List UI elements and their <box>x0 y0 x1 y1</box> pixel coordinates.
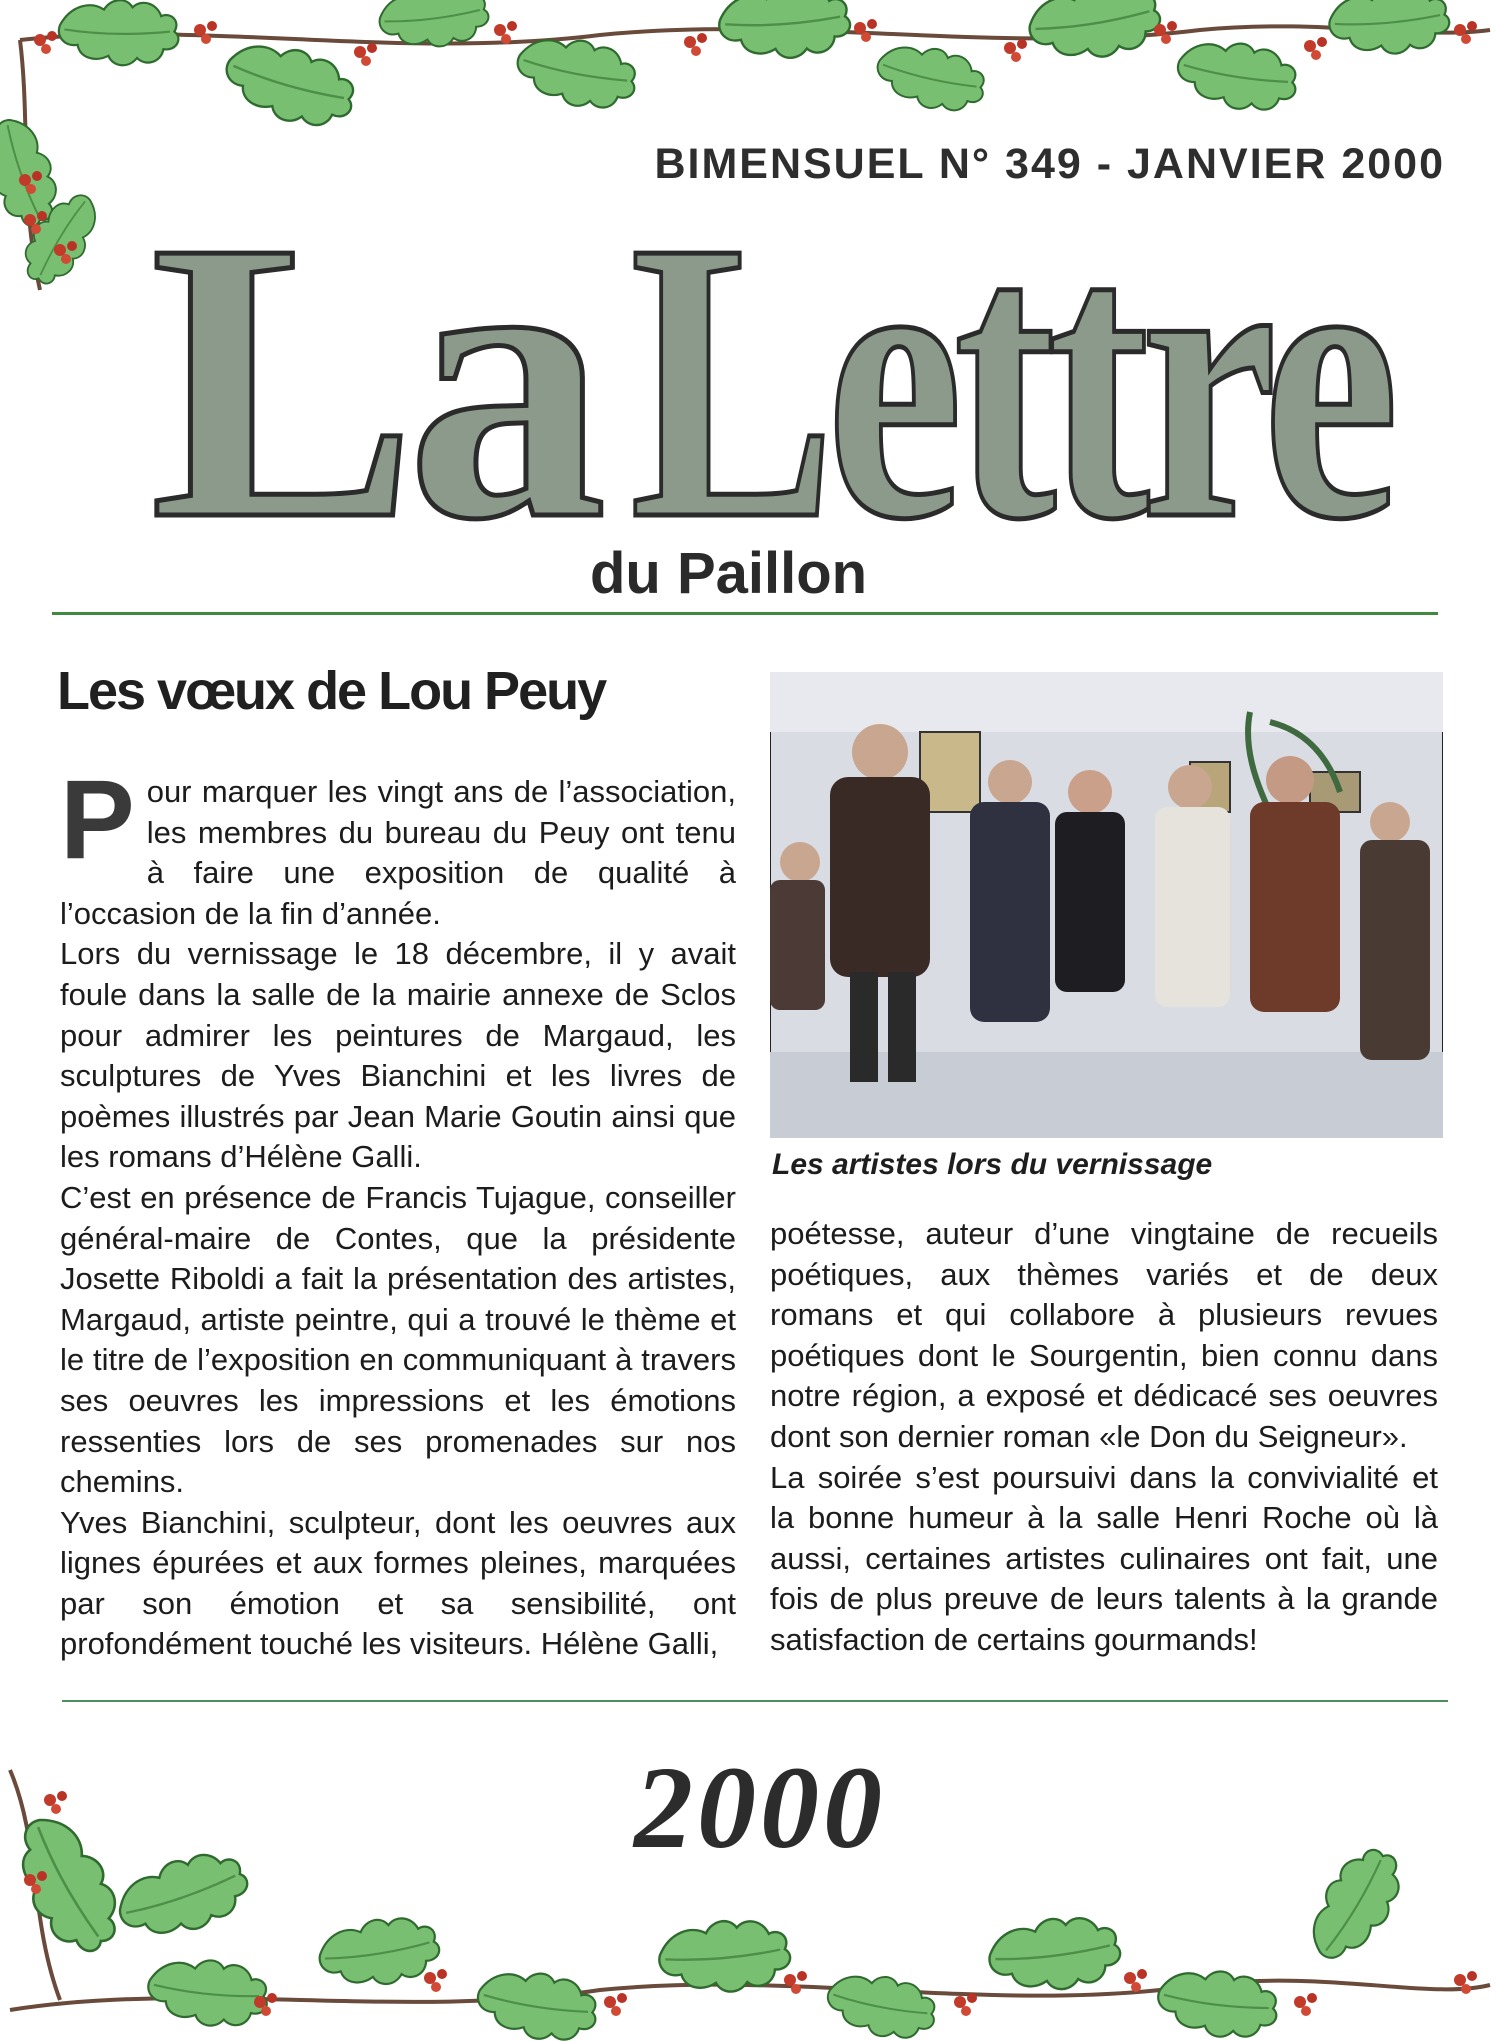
article-paragraph-1: Pour marquer les vingt ans de l’association, les membres du bureau du Peuy ont tenu à faire une exposition de qualité à l’occasion de la fin d’année. <box>60 757 736 931</box>
masthead-title <box>150 170 1400 590</box>
article-column-right <box>770 1214 1438 1661</box>
article-paragraph-4: Yves Bianchini, sculpteur, dont les oeuvres aux lignes épurées et aux formes pleines, marquées par son émotion et sa sensibilité, ont profondément touché les visiteurs. Hélène Galli, <box>60 1504 736 1662</box>
article-paragraph-6: La soirée s’est poursuivi dans la convivialité et la bonne humeur à la salle Henri Roche où là aussi, certaines artistes culinaires ont fait, une fois de plus preuve de leurs talents à la grande satisfaction de certains gourmands! <box>770 1459 1438 1657</box>
article-paragraph-3: C’est en présence de Francis Tujague, conseiller général-maire de Contes, que la présidente Josette Riboldi a fait la présentation des artistes, Margaud, artiste peintre, qui a trouvé le thème et le titre de l’exposition en communiquant à travers ses oeuvres les impressions et les émotions ressenties lors de ses promenades sur nos chemins. <box>60 1179 736 1500</box>
dropcap: P <box>60 757 135 882</box>
masthead-la: La <box>150 170 597 590</box>
article-photo <box>770 672 1443 1138</box>
holly-border-top <box>0 0 1496 160</box>
article-paragraph-5: poétesse, auteur d’une vingtaine de recueils poétiques, aux thèmes variés et de deux romans et qui collabore à plusieurs revues poétiques dont le Sourgentin, bien connu dans notre région, a exposé et dédicacé ses oeuvres dont son dernier roman «le Don du Seigneur». <box>770 1216 1438 1454</box>
masthead-lettre: Lettre <box>630 170 1393 590</box>
article-paragraph-2: Lors du vernissage le 18 décembre, il y avait foule dans la salle de la mairie annexe de Sclos pour admirer les peintures de Margaud, les sculptures de Yves Bianchini et les livres de poèmes illustrés par Jean Marie Goutin ainsi que les romans d’Hélène Galli. <box>60 936 736 1175</box>
bottom-divider <box>62 1700 1448 1702</box>
photo-caption: Les artistes lors du vernissage <box>772 1148 1213 1181</box>
article-headline: Les vœux de Lou Peuy <box>57 661 606 721</box>
issue-line: BIMENSUEL N° 349 - JANVIER 2000 <box>654 140 1445 188</box>
article-column-left <box>60 757 736 1665</box>
footer-year: 2000 <box>634 1742 886 1873</box>
masthead-subtitle: du Paillon <box>590 541 868 606</box>
holly-border-left <box>0 0 170 300</box>
top-divider <box>52 612 1438 615</box>
